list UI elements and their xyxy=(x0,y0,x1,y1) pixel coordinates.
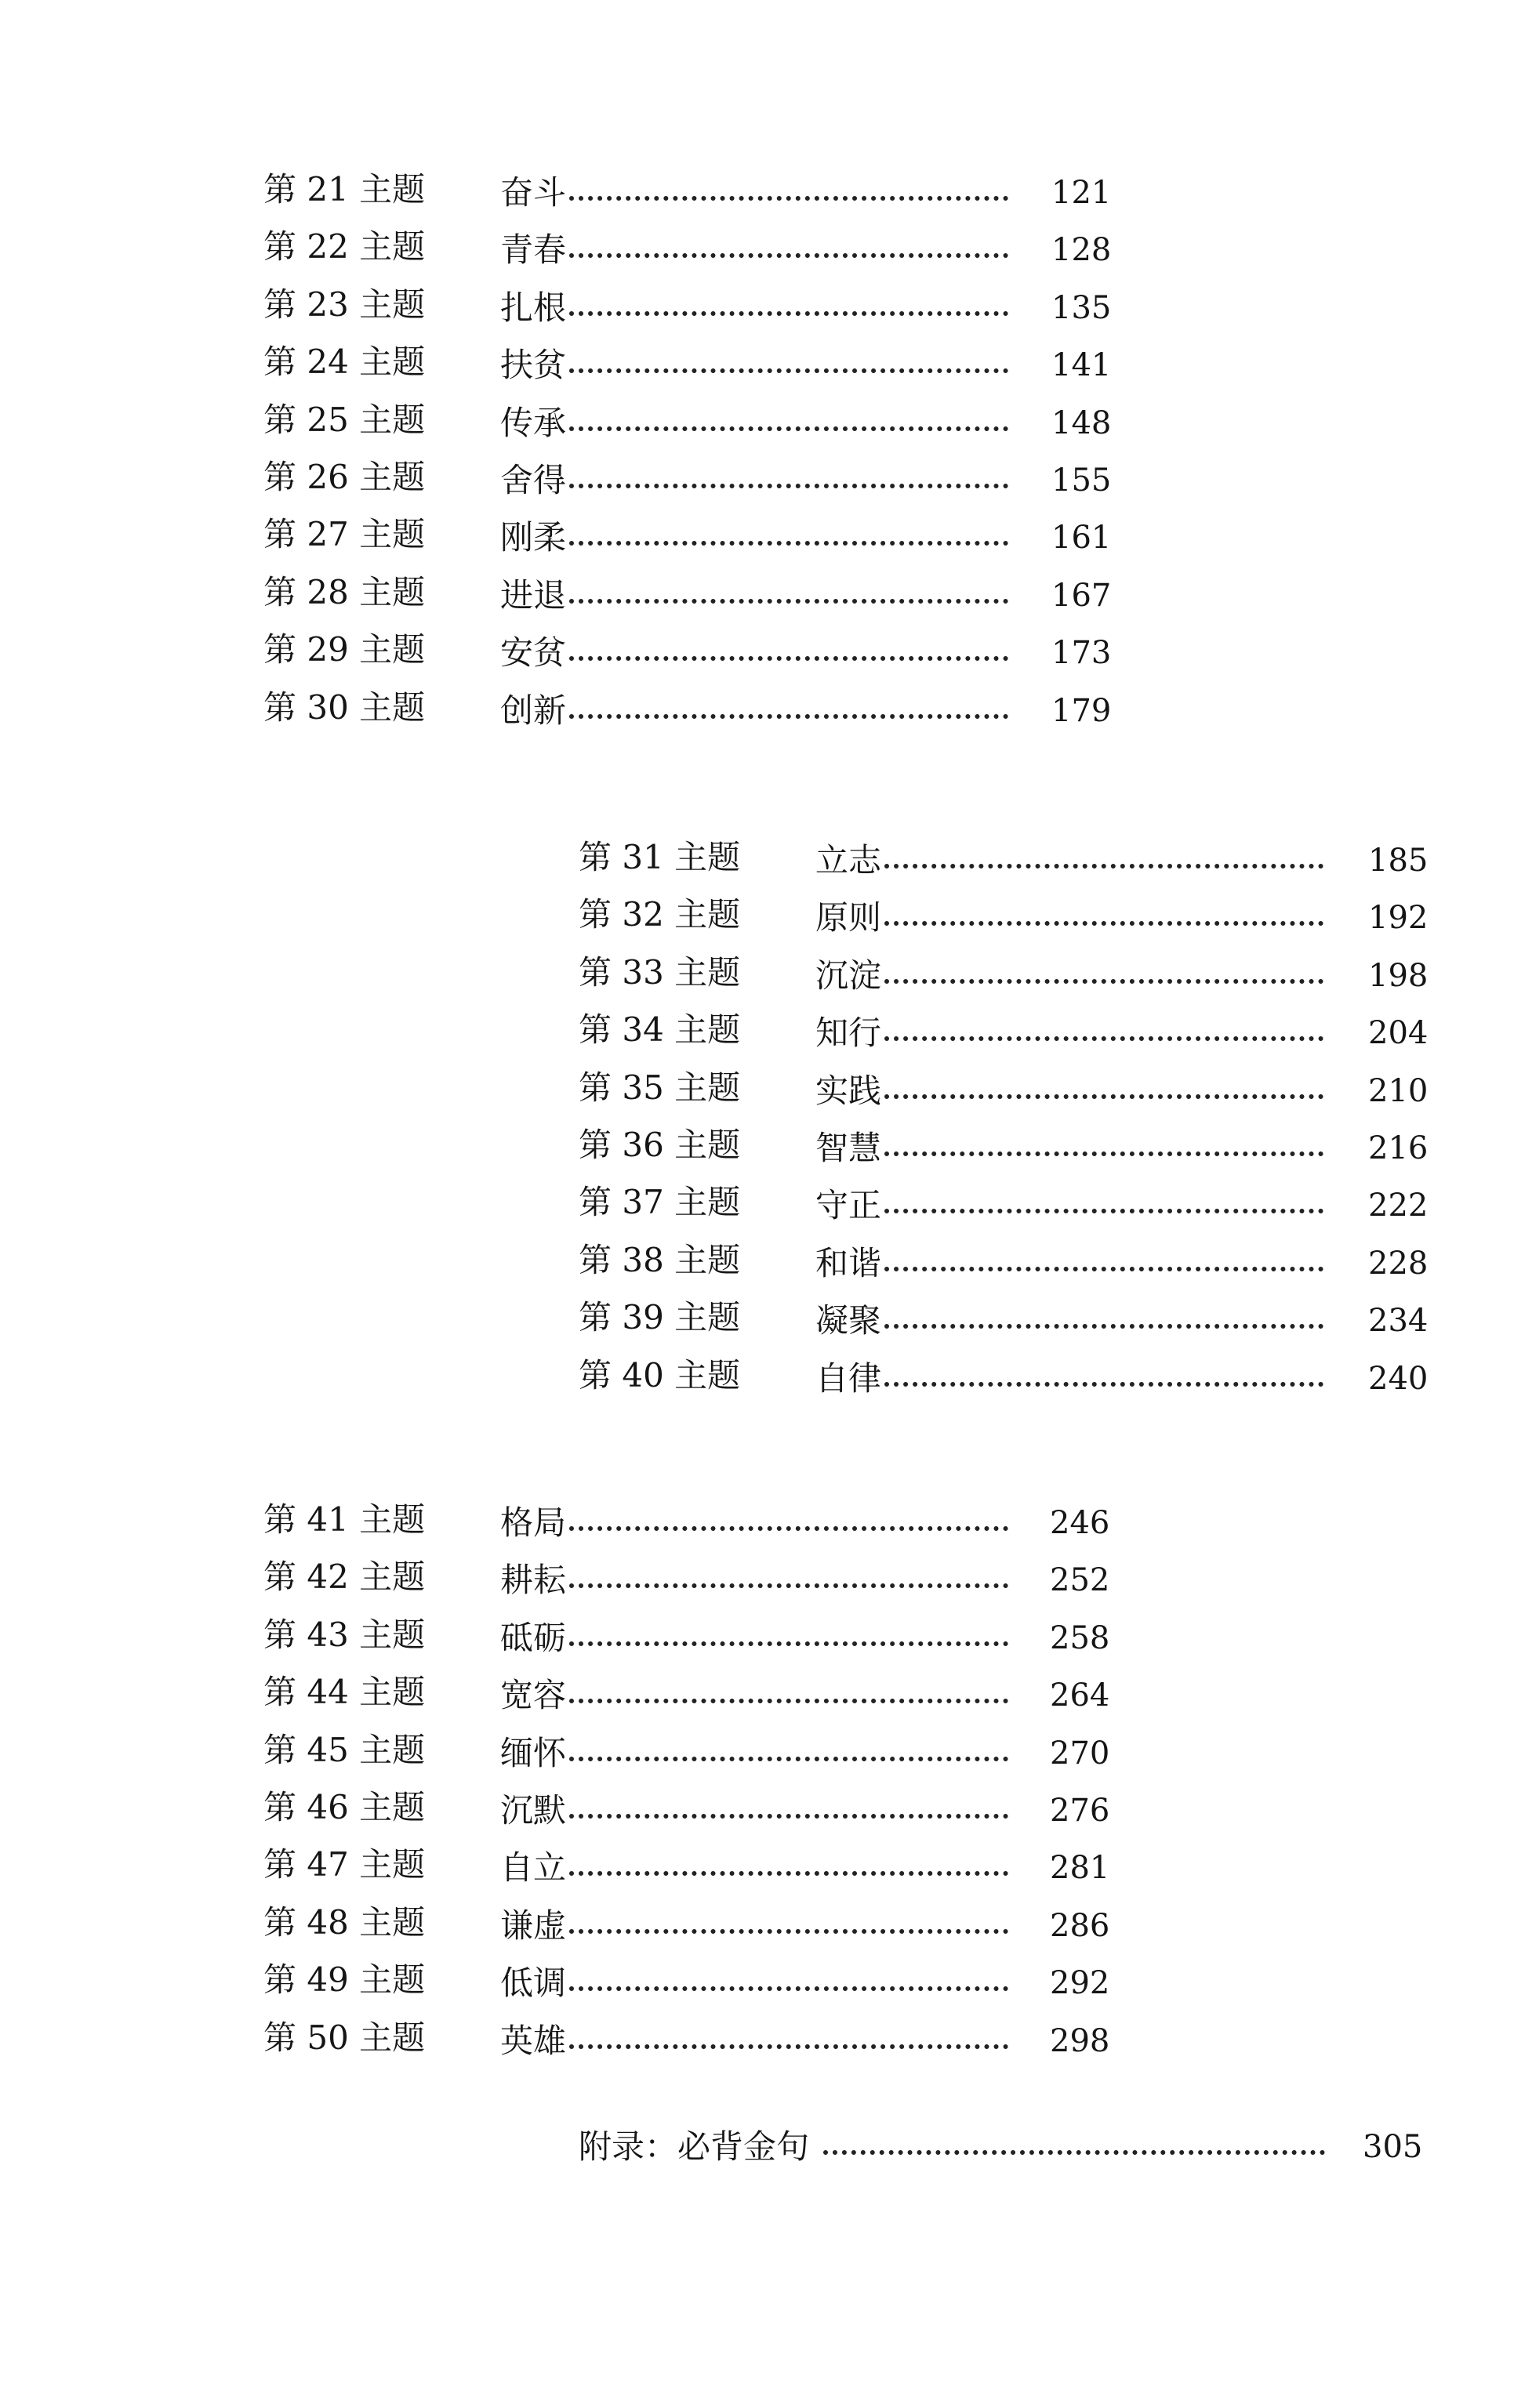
toc-entry xyxy=(263,1841,1113,1888)
dot-leader xyxy=(569,714,1008,719)
page-number: 173 xyxy=(1051,635,1112,672)
theme-number: 第 38 主题 xyxy=(579,1240,741,1279)
toc-entry xyxy=(263,684,1114,731)
theme-number: 第 46 主题 xyxy=(263,1788,426,1826)
entry-title: 宽容 xyxy=(500,1676,567,1715)
toc-entry xyxy=(263,454,1114,501)
dot-leader xyxy=(569,656,1008,661)
toc-entry xyxy=(263,397,1114,444)
toc-entry xyxy=(263,281,1114,328)
theme-number: 第 34 主题 xyxy=(579,1010,741,1050)
entry-title: 耕耘 xyxy=(500,1561,567,1600)
theme-number: 第 33 主题 xyxy=(579,952,741,992)
page-number: 204 xyxy=(1368,1015,1429,1052)
page-number: 135 xyxy=(1051,289,1112,326)
page-number: 179 xyxy=(1051,692,1112,729)
dot-leader xyxy=(569,1526,1008,1531)
entry-title: 立志 xyxy=(815,841,882,879)
entry-title: 和谐 xyxy=(815,1243,882,1282)
entry-title: 英雄 xyxy=(500,2021,567,2060)
entry-title: 扎根 xyxy=(500,288,567,327)
page-number: 128 xyxy=(1051,232,1112,269)
theme-number: 第 24 主题 xyxy=(263,343,426,382)
page-number: 141 xyxy=(1051,347,1112,384)
page-number: 228 xyxy=(1368,1245,1429,1282)
toc-entry xyxy=(263,626,1114,673)
dot-leader xyxy=(884,1267,1323,1271)
toc-entry xyxy=(579,1122,1431,1169)
entry-title: 刚柔 xyxy=(500,518,567,557)
theme-number: 第 47 主题 xyxy=(263,1845,426,1884)
toc-entry xyxy=(263,511,1114,558)
dot-leader xyxy=(569,541,1008,546)
dot-leader xyxy=(823,2150,1325,2155)
toc-entry xyxy=(579,1352,1431,1399)
entry-title: 进退 xyxy=(500,575,567,615)
page-number: 121 xyxy=(1051,175,1112,211)
toc-entry xyxy=(263,1727,1113,1774)
theme-number: 第 22 主题 xyxy=(263,227,426,267)
toc-entry xyxy=(579,834,1431,881)
toc-entry xyxy=(579,1294,1431,1341)
page-number: 281 xyxy=(1050,1850,1110,1887)
theme-number: 第 37 主题 xyxy=(579,1183,741,1222)
theme-number: 第 45 主题 xyxy=(263,1730,426,1769)
toc-entry xyxy=(263,1496,1113,1543)
entry-title: 守正 xyxy=(815,1186,882,1225)
entry-title: 知行 xyxy=(815,1014,882,1053)
toc-entry xyxy=(263,339,1114,386)
dot-leader xyxy=(569,1641,1008,1646)
dot-leader xyxy=(569,368,1008,373)
toc-entry xyxy=(263,223,1114,270)
toc-entry xyxy=(263,166,1114,213)
theme-number: 第 31 主题 xyxy=(579,838,741,876)
theme-number: 第 41 主题 xyxy=(263,1500,426,1539)
theme-number: 第 23 主题 xyxy=(263,285,426,324)
entry-title: 实践 xyxy=(815,1071,882,1110)
dot-leader xyxy=(884,864,1323,869)
page-number: 185 xyxy=(1368,843,1429,879)
theme-number: 第 32 主题 xyxy=(579,895,741,934)
dot-leader xyxy=(884,1151,1323,1156)
dot-leader xyxy=(569,2044,1008,2049)
entry-title: 沉淀 xyxy=(815,956,882,995)
appendix-title: 附录：必背金句 xyxy=(579,2127,810,2166)
dot-leader xyxy=(884,1324,1323,1329)
dot-leader xyxy=(569,311,1008,316)
dot-leader xyxy=(569,1583,1008,1588)
page-number: 286 xyxy=(1050,1907,1110,1944)
entry-title: 自律 xyxy=(815,1358,882,1398)
entry-title: 安贫 xyxy=(500,633,567,673)
page-number: 161 xyxy=(1051,520,1112,557)
page-number: 198 xyxy=(1368,957,1429,994)
theme-number: 第 27 主题 xyxy=(263,515,426,554)
toc-entry xyxy=(579,949,1431,996)
page-number: 270 xyxy=(1050,1735,1110,1772)
page-number: 240 xyxy=(1368,1360,1429,1397)
entry-title: 创新 xyxy=(500,691,567,730)
page-number: 167 xyxy=(1051,577,1112,614)
page-number: 252 xyxy=(1050,1562,1110,1599)
dot-leader xyxy=(569,1986,1008,1991)
dot-leader xyxy=(884,979,1323,984)
toc-entry xyxy=(579,1237,1431,1284)
dot-leader xyxy=(569,426,1008,431)
entry-title: 奋斗 xyxy=(500,173,567,212)
dot-leader xyxy=(569,484,1008,488)
page-number: 155 xyxy=(1051,462,1112,499)
entry-title: 扶贫 xyxy=(500,346,567,385)
entry-title: 原则 xyxy=(815,898,882,937)
page-number: 148 xyxy=(1051,404,1112,441)
toc-appendix xyxy=(579,2120,1441,2167)
page-number: 292 xyxy=(1050,1965,1110,2002)
entry-title: 自立 xyxy=(500,1848,567,1888)
toc-entry xyxy=(263,1784,1113,1831)
entry-title: 低调 xyxy=(500,1964,567,2003)
dot-leader xyxy=(884,1036,1323,1041)
page-number: 216 xyxy=(1368,1130,1429,1166)
theme-number: 第 35 主题 xyxy=(579,1068,741,1107)
theme-number: 第 40 主题 xyxy=(579,1355,741,1394)
theme-number: 第 21 主题 xyxy=(263,170,426,209)
entry-title: 舍得 xyxy=(500,461,567,499)
page-number: 305 xyxy=(1363,2129,1423,2165)
entry-title: 谦虚 xyxy=(500,1906,567,1945)
entry-title: 青春 xyxy=(500,230,567,270)
toc-entry xyxy=(263,1554,1113,1601)
dot-leader xyxy=(569,1757,1008,1761)
dot-leader xyxy=(569,599,1008,604)
entry-title: 传承 xyxy=(500,403,567,442)
page-number: 234 xyxy=(1368,1303,1429,1340)
page-number: 246 xyxy=(1050,1505,1110,1541)
entry-title: 缅怀 xyxy=(500,1733,567,1772)
theme-number: 第 39 主题 xyxy=(579,1298,741,1337)
toc-entry xyxy=(579,1006,1431,1054)
toc-entry xyxy=(263,1612,1113,1659)
theme-number: 第 49 主题 xyxy=(263,1960,426,2000)
toc-entry xyxy=(263,569,1114,616)
entry-title: 格局 xyxy=(500,1503,567,1542)
toc-entry xyxy=(263,1669,1113,1716)
entry-title: 沉默 xyxy=(500,1791,567,1830)
toc-entry xyxy=(579,891,1431,938)
dot-leader xyxy=(884,1382,1323,1387)
dot-leader xyxy=(569,1814,1008,1819)
entry-title: 凝聚 xyxy=(815,1301,882,1340)
toc-entry xyxy=(579,1179,1431,1226)
toc-entry xyxy=(263,1899,1113,1946)
dot-leader xyxy=(569,196,1008,201)
theme-number: 第 43 主题 xyxy=(263,1615,426,1654)
theme-number: 第 26 主题 xyxy=(263,458,426,496)
page-number: 210 xyxy=(1368,1072,1429,1109)
dot-leader xyxy=(569,1871,1008,1876)
page-number: 264 xyxy=(1050,1677,1110,1714)
page-number: 222 xyxy=(1368,1188,1429,1224)
page-number: 192 xyxy=(1368,900,1429,937)
theme-number: 第 28 主题 xyxy=(263,572,426,611)
page-number: 276 xyxy=(1050,1793,1110,1829)
theme-number: 第 42 主题 xyxy=(263,1558,426,1597)
entry-title: 智慧 xyxy=(815,1129,882,1167)
toc-entry xyxy=(263,1956,1113,2004)
theme-number: 第 30 主题 xyxy=(263,687,426,727)
dot-leader xyxy=(569,253,1008,258)
entry-title: 砥砺 xyxy=(500,1618,567,1657)
theme-number: 第 48 主题 xyxy=(263,1902,426,1942)
theme-number: 第 50 主题 xyxy=(263,2018,426,2057)
toc-entry xyxy=(263,2015,1113,2062)
page-number: 298 xyxy=(1050,2022,1110,2059)
dot-leader xyxy=(884,921,1323,926)
theme-number: 第 36 主题 xyxy=(579,1126,741,1164)
dot-leader xyxy=(884,1209,1323,1213)
dot-leader xyxy=(884,1094,1323,1099)
theme-number: 第 29 主题 xyxy=(263,630,426,669)
theme-number: 第 25 主题 xyxy=(263,400,426,439)
page-number: 258 xyxy=(1050,1619,1110,1656)
dot-leader xyxy=(569,1699,1008,1703)
dot-leader xyxy=(569,1929,1008,1934)
toc-entry xyxy=(579,1064,1431,1112)
theme-number: 第 44 主题 xyxy=(263,1673,426,1712)
